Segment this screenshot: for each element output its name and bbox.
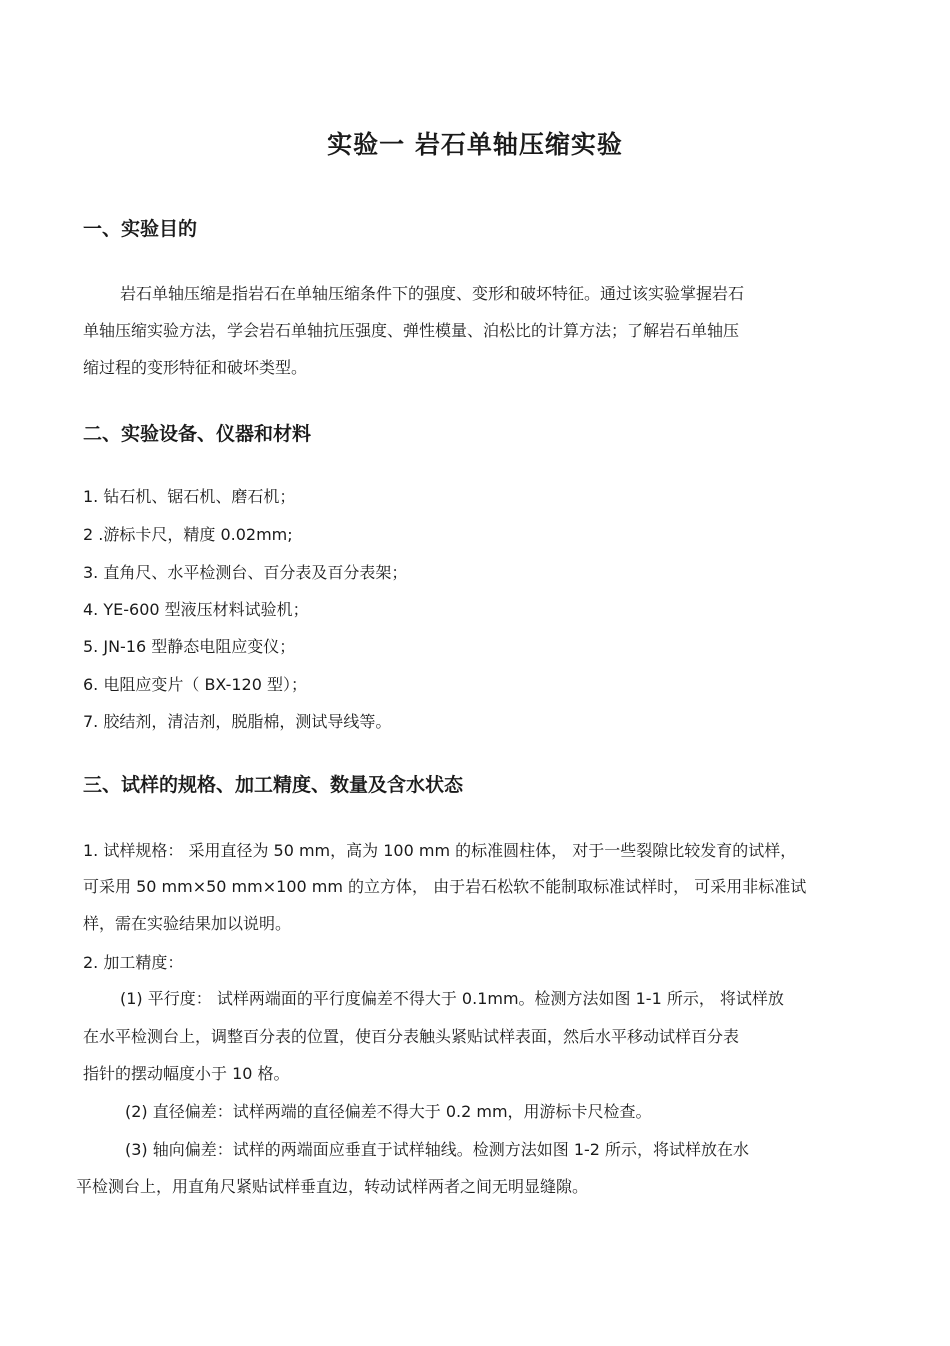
list-item: 1. 钻石机、锯石机、磨石机；	[83, 487, 296, 506]
paragraph-line: 岩石单轴压缩是指岩石在单轴压缩条件下的强度、变形和破坏特征。通过该实验掌握岩石	[120, 284, 745, 303]
paragraph-line: 缩过程的变形特征和破坏类型。	[83, 358, 308, 377]
paragraph-line: (2) 直径偏差：试样两端的直径偏差不得大于 0.2 mm，用游标卡尺检查。	[125, 1102, 652, 1121]
paragraph-line: 可采用 50 mm×50 mm×100 mm 的立方体， 由于岩石松软不能制取标准试样时， 可采用非标准试	[83, 877, 807, 896]
paragraph-line: 样，需在实验结果加以说明。	[83, 914, 292, 933]
paragraph-line: 单轴压缩实验方法，学会岩石单轴抗压强度、弹性模量、泊松比的计算方法；了解岩石单轴压	[83, 321, 740, 340]
list-item: 7. 胶结剂，清洁剂，脱脂棉，测试导线等。	[83, 712, 392, 731]
list-item: 4. YE-600 型液压材料试验机；	[83, 600, 309, 619]
paragraph-line: 1. 试样规格： 采用直径为 50 mm，高为 100 mm 的标准圆柱体， 对于一些裂隙比较发育的试样，	[83, 841, 797, 860]
paragraph-line: (1) 平行度： 试样两端面的平行度偏差不得大于 0.1mm。检测方法如图 1-1 所示， 将试样放	[120, 989, 784, 1008]
paragraph-line: (3) 轴向偏差：试样的两端面应垂直于试样轴线。检测方法如图 1-2 所示，将试样放在水	[125, 1140, 750, 1159]
paragraph-line: 2. 加工精度：	[83, 953, 184, 972]
page-title: 实验一 岩石单轴压缩实验	[327, 130, 623, 159]
paragraph-line: 在水平检测台上，调整百分表的位置，使百分表触头紧贴试样表面，然后水平移动试样百分表	[83, 1027, 740, 1046]
section-heading-equipment: 二、实验设备、仪器和材料	[83, 423, 312, 445]
list-item: 6. 电阻应变片（ BX-120 型）；	[83, 675, 307, 694]
section-heading-specimen: 三、试样的规格、加工精度、数量及含水状态	[83, 774, 464, 796]
list-item: 2 .游标卡尺，精度 0.02mm;	[83, 525, 293, 544]
paragraph-line: 指针的摆动幅度小于 10 格。	[83, 1064, 290, 1083]
section-heading-purpose: 一、实验目的	[83, 218, 198, 240]
list-item: 3. 直角尺、水平检测台、百分表及百分表架；	[83, 563, 408, 582]
list-item: 5. JN-16 型静态电阻应变仪；	[83, 637, 296, 656]
paragraph-line: 平检测台上，用直角尺紧贴试样垂直边，转动试样两者之间无明显缝隙。	[76, 1177, 589, 1196]
